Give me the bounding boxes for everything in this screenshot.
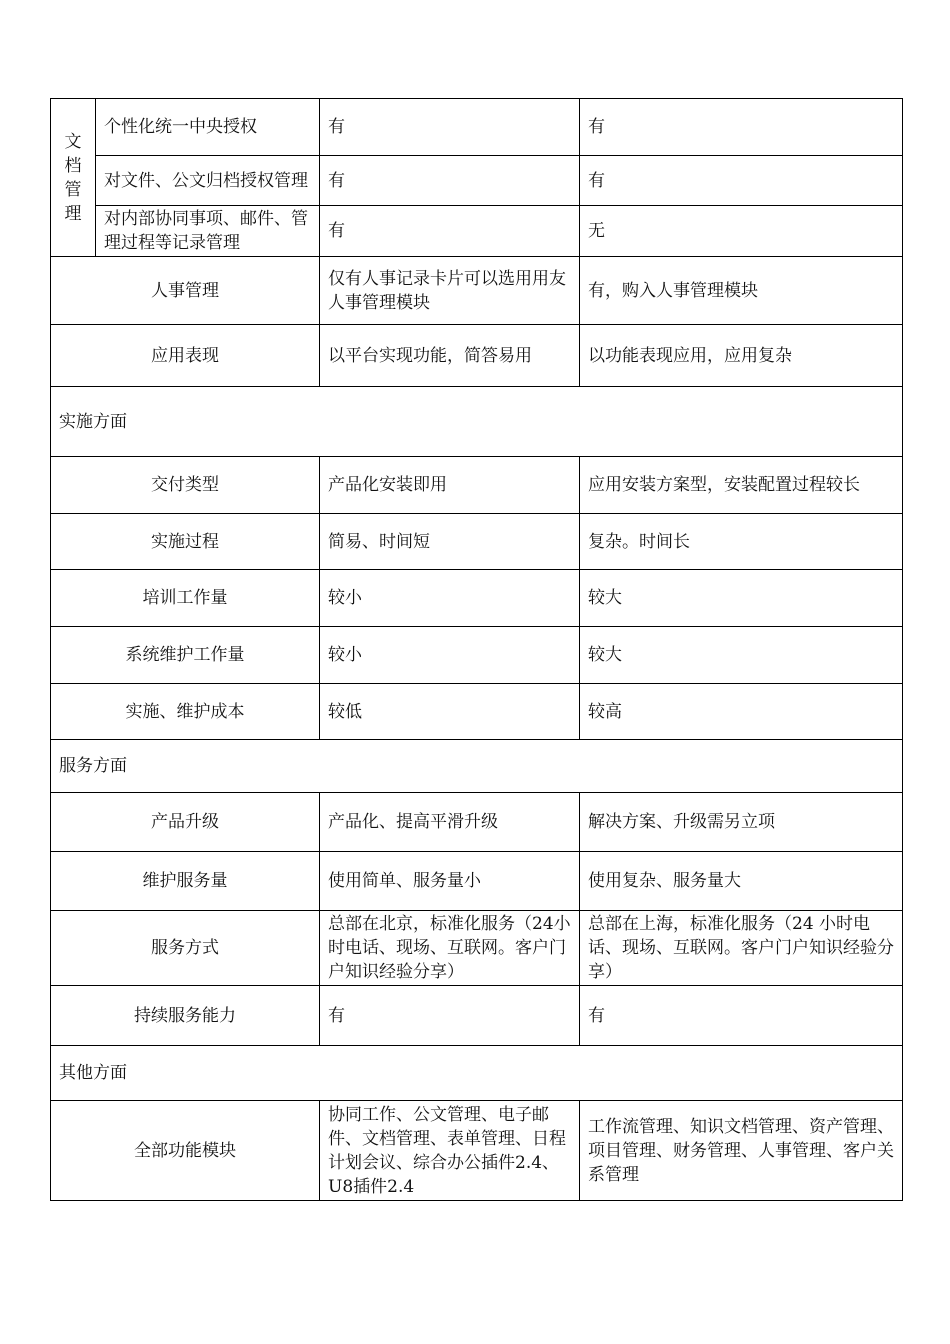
- feature-cell: 系统维护工作量: [51, 627, 320, 684]
- section-heading-service: 服务方面: [51, 740, 903, 793]
- value-cell: 以平台实现功能，简答易用: [320, 325, 580, 387]
- table-row: [51, 457, 903, 514]
- table-row: [51, 325, 903, 387]
- value-cell: 简易、时间短: [320, 514, 580, 570]
- section-heading-other: 其他方面: [51, 1046, 903, 1101]
- table-row: [51, 793, 903, 852]
- value-cell: 较高: [580, 684, 903, 740]
- table-row: [51, 514, 903, 570]
- feature-cell: 持续服务能力: [51, 986, 320, 1046]
- value-cell: 有: [580, 99, 903, 156]
- table-row: [51, 206, 903, 257]
- value-cell: 应用安装方案型，安装配置过程较长: [580, 457, 903, 514]
- value-cell: 有，购入人事管理模块: [580, 257, 903, 325]
- feature-cell: 对文件、公文归档授权管理: [96, 156, 320, 206]
- table-row: [51, 911, 903, 986]
- value-cell: 协同工作、公文管理、电子邮件、文档管理、表单管理、日程计划会议、综合办公插件2.4、U8插件2.4: [320, 1101, 580, 1201]
- value-cell: 工作流管理、知识文档管理、资产管理、项目管理、财务管理、人事管理、客户关系管理: [580, 1101, 903, 1201]
- feature-cell: 人事管理: [51, 257, 320, 325]
- value-cell: 总部在上海，标准化服务（24 小时电话、现场、互联网。客户门户知识经验分享）: [580, 911, 903, 986]
- value-cell: 较小: [320, 627, 580, 684]
- table-row: [51, 627, 903, 684]
- section-heading-implementation: 实施方面: [51, 387, 903, 457]
- value-cell: 较低: [320, 684, 580, 740]
- feature-cell: 全部功能模块: [51, 1101, 320, 1201]
- section-row: [51, 1046, 903, 1101]
- value-cell: 产品化、提高平滑升级: [320, 793, 580, 852]
- feature-cell: 服务方式: [51, 911, 320, 986]
- table-row: [51, 684, 903, 740]
- value-cell: 仅有人事记录卡片可以选用用友人事管理模块: [320, 257, 580, 325]
- comparison-table: [50, 98, 903, 1201]
- value-cell: 有: [320, 206, 580, 257]
- feature-cell: 产品升级: [51, 793, 320, 852]
- value-cell: 有: [580, 986, 903, 1046]
- section-row: [51, 740, 903, 793]
- value-cell: 以功能表现应用，应用复杂: [580, 325, 903, 387]
- doc-management-label: 文 档 管 理: [51, 99, 96, 257]
- value-cell: 较小: [320, 570, 580, 627]
- value-cell: 有: [580, 156, 903, 206]
- feature-cell: 实施、维护成本: [51, 684, 320, 740]
- table-row: [51, 986, 903, 1046]
- table-row: [51, 156, 903, 206]
- value-cell: 无: [580, 206, 903, 257]
- value-cell: 使用复杂、服务量大: [580, 852, 903, 911]
- value-cell: 复杂。时间长: [580, 514, 903, 570]
- table-row: [51, 99, 903, 156]
- value-cell: 使用简单、服务量小: [320, 852, 580, 911]
- value-cell: 产品化安装即用: [320, 457, 580, 514]
- feature-cell: 交付类型: [51, 457, 320, 514]
- feature-cell: 实施过程: [51, 514, 320, 570]
- table-row: [51, 257, 903, 325]
- value-cell: 有: [320, 986, 580, 1046]
- value-cell: 较大: [580, 570, 903, 627]
- table-row: [51, 852, 903, 911]
- feature-cell: 对内部协同事项、邮件、管理过程等记录管理: [96, 206, 320, 257]
- feature-cell: 培训工作量: [51, 570, 320, 627]
- table-row: [51, 570, 903, 627]
- feature-cell: 维护服务量: [51, 852, 320, 911]
- value-cell: 较大: [580, 627, 903, 684]
- feature-cell: 个性化统一中央授权: [96, 99, 320, 156]
- value-cell: 有: [320, 99, 580, 156]
- section-row: [51, 387, 903, 457]
- value-cell: 解决方案、升级需另立项: [580, 793, 903, 852]
- feature-cell: 应用表现: [51, 325, 320, 387]
- table-row: [51, 1101, 903, 1201]
- value-cell: 有: [320, 156, 580, 206]
- value-cell: 总部在北京，标准化服务（24小时电话、现场、互联网。客户门户知识经验分享）: [320, 911, 580, 986]
